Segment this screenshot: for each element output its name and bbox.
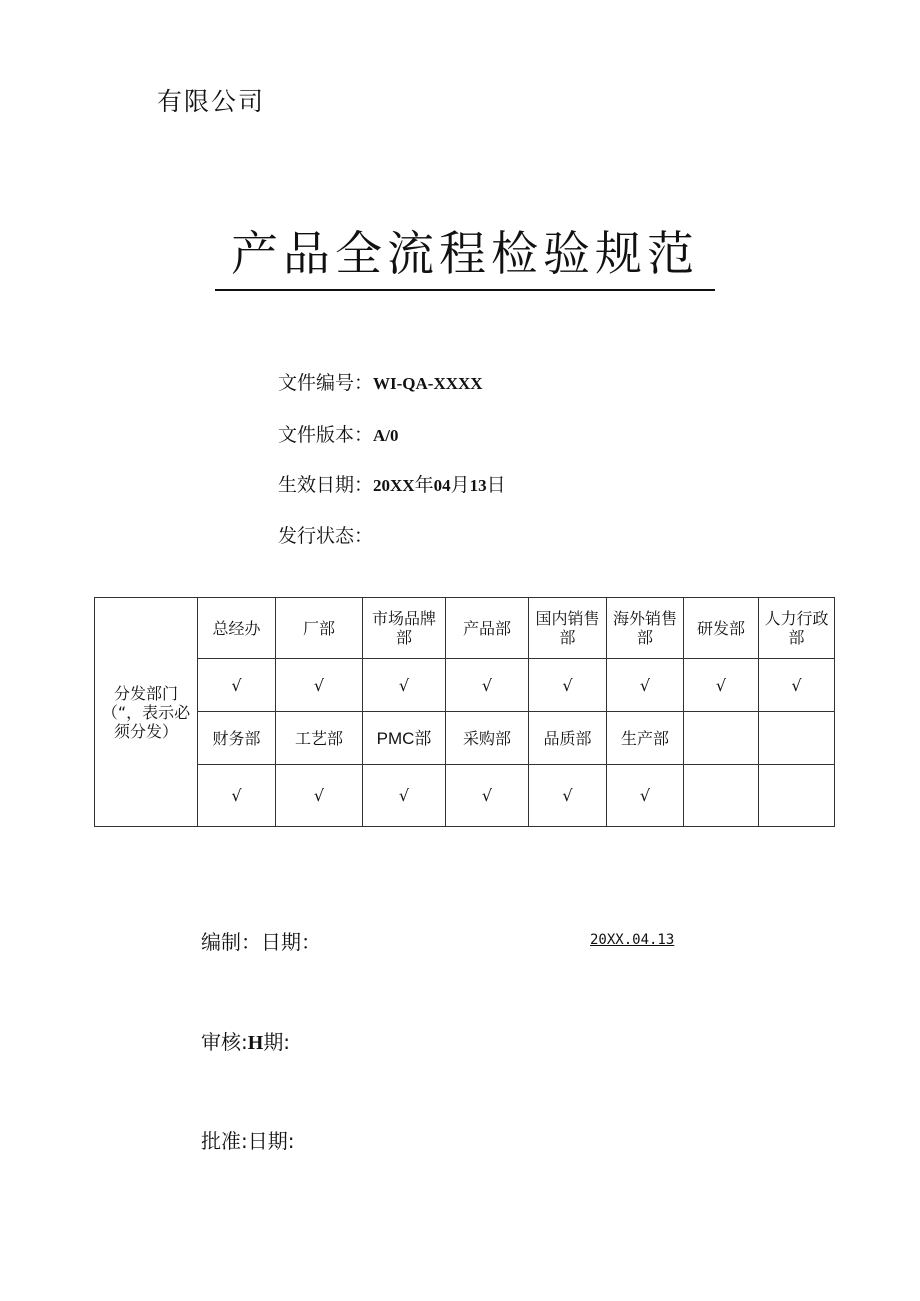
review-signoff xyxy=(201,1026,290,1055)
dept-cell: 市场品牌部 xyxy=(363,598,446,659)
dept-cell: 人力行政部 xyxy=(759,598,835,659)
check-row-2 xyxy=(95,765,835,827)
dept-cell: 产品部 xyxy=(446,598,529,659)
distribution-header-cell: 分发部门（“，表示必须分发） xyxy=(95,598,198,827)
check-mark-cell: √ xyxy=(363,765,446,827)
empty-cell xyxy=(759,712,835,765)
check-mark-cell: √ xyxy=(446,765,529,827)
compile-date: 20XX.04.13 xyxy=(590,932,675,948)
dept-cell: 海外销售部 xyxy=(607,598,684,659)
check-mark-cell: √ xyxy=(446,659,529,712)
issue-status-row xyxy=(278,521,373,548)
doc-version-row xyxy=(278,420,399,447)
document-title: 产品全流程检验规范 xyxy=(215,222,715,291)
distribution-table xyxy=(94,597,835,827)
check-mark-cell: √ xyxy=(198,659,276,712)
check-mark-cell: √ xyxy=(363,659,446,712)
dept-cell: 采购部 xyxy=(446,712,529,765)
empty-cell xyxy=(684,712,759,765)
compile-signoff xyxy=(201,926,321,955)
effective-date-year-unit: 年 xyxy=(414,474,434,496)
effective-date-month-unit: 月 xyxy=(450,474,470,496)
check-row-1 xyxy=(95,659,835,712)
approve-label: 批准:日期: xyxy=(201,1129,295,1153)
review-label-part-a: 审核: xyxy=(201,1030,248,1054)
doc-number-row xyxy=(278,368,483,395)
effective-date-row xyxy=(278,470,506,497)
check-mark-cell: √ xyxy=(607,659,684,712)
dept-cell: 工艺部 xyxy=(276,712,363,765)
check-mark-cell: √ xyxy=(684,659,759,712)
dept-cell: 国内销售部 xyxy=(529,598,607,659)
approve-signoff xyxy=(201,1125,294,1154)
issue-status-label: 发行状态： xyxy=(278,525,374,547)
dept-row-2 xyxy=(95,712,835,765)
dept-row-1 xyxy=(95,598,835,659)
check-mark-cell: √ xyxy=(607,765,684,827)
dept-cell: 财务部 xyxy=(198,712,276,765)
check-mark-cell: √ xyxy=(276,765,363,827)
effective-date-day-unit: 日 xyxy=(486,474,506,496)
empty-cell xyxy=(759,765,835,827)
doc-number-label: 文件编号： xyxy=(278,372,374,394)
effective-date-label: 生效日期： xyxy=(278,474,374,496)
dept-cell: 研发部 xyxy=(684,598,759,659)
check-mark-cell: √ xyxy=(529,659,607,712)
check-mark-cell: √ xyxy=(759,659,835,712)
check-mark-cell: √ xyxy=(198,765,276,827)
empty-cell xyxy=(684,765,759,827)
doc-version-label: 文件版本： xyxy=(278,424,374,446)
dept-cell: 总经办 xyxy=(198,598,276,659)
effective-date-day: 13 xyxy=(469,476,487,495)
review-label-part-b: H xyxy=(247,1032,264,1054)
dept-cell: 品质部 xyxy=(529,712,607,765)
dept-cell: 生产部 xyxy=(607,712,684,765)
dept-cell: PMC部 xyxy=(363,712,446,765)
doc-version-value: A/0 xyxy=(373,426,399,445)
effective-date-month: 04 xyxy=(433,476,451,495)
company-name: 有限公司 xyxy=(157,87,266,116)
review-label-part-c: 期: xyxy=(263,1030,291,1054)
check-mark-cell: √ xyxy=(529,765,607,827)
check-mark-cell: √ xyxy=(276,659,363,712)
effective-date-year: 20XX xyxy=(373,476,415,495)
dept-cell: 厂部 xyxy=(276,598,363,659)
doc-number-value: WI-QA-XXXX xyxy=(373,374,483,393)
compile-label: 编制：日期： xyxy=(201,930,321,954)
